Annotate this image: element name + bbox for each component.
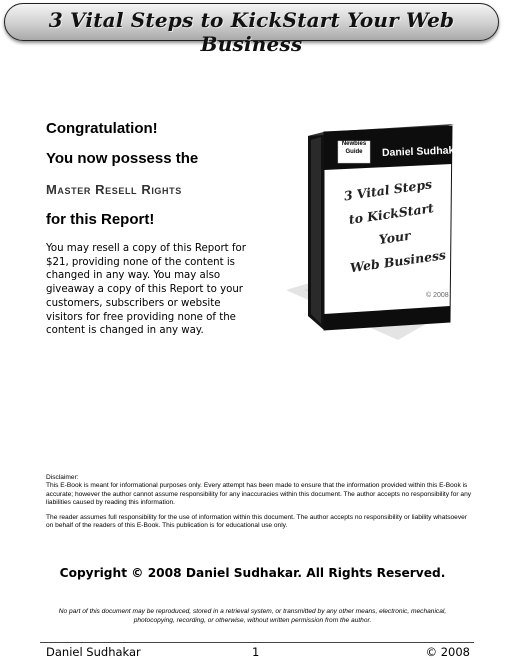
copyright-notice: Copyright © 2008 Daniel Sudhakar. All Rights Reserved. [59, 566, 446, 580]
book-title [332, 171, 454, 281]
resell-paragraph: You may resell a copy of this Report for $21, providing none of the content is changed in any way. You may also giveaway a copy of this Report to your customers, subscribers or website visitors for free providing none of the content is changed in any way. [46, 243, 246, 337]
badge-label-2: Guide [345, 149, 363, 155]
page-number: 1 [252, 645, 260, 659]
footer-author: Daniel Sudhakar [46, 645, 141, 659]
book-author: Daniel Sudhakar [381, 144, 465, 159]
disclaimer-para-1: This E-Book is meant for informational purposes only. Every attempt has been made to ensure that the information provided within this E-Book is accurate; however the author cannot assume responsibility for any inaccuracies within this document. The author accepts no responsibility for any liabilities caused by reading this information. [46, 482, 472, 507]
badge-label-1: Newbies [341, 141, 367, 147]
book-year: © 2008 [426, 292, 449, 299]
footer-divider [40, 642, 474, 643]
title-banner [4, 3, 499, 56]
for-report-heading: for this Report! [46, 211, 155, 228]
book-title-line: 3 Vital Steps [342, 176, 433, 204]
congrats-heading: Congratulation! [46, 120, 158, 137]
legal-notice: No part of this document may be reproduced, stored in a retrieval system, or transmitted by any other means, electronic, mechanical, photocopying, recording, or otherwise, without written permission from the author. [58, 608, 447, 624]
ebook-cover [278, 120, 478, 350]
possess-heading: You now possess the [46, 150, 199, 167]
book-title-line: Your [377, 227, 412, 248]
disclaimer-para-2: The reader assumes full responsibility for the use of information within this document. The author accepts no responsibility or liability whatsoever on behalf of the readers of this E-Book. This publication is for educational use only. [46, 513, 467, 530]
book-title-line: to KickStart [347, 200, 435, 228]
disclaimer [46, 474, 474, 536]
disclaimer-label: Disclaimer: [46, 474, 79, 481]
book-title-line: Web Business [349, 247, 447, 276]
footer-year: © 2008 [425, 645, 470, 659]
resell-rights-heading: Master Resell Rights [46, 182, 182, 197]
banner-title: 3 Vital Steps to KickStart Your Web Business [48, 8, 455, 56]
